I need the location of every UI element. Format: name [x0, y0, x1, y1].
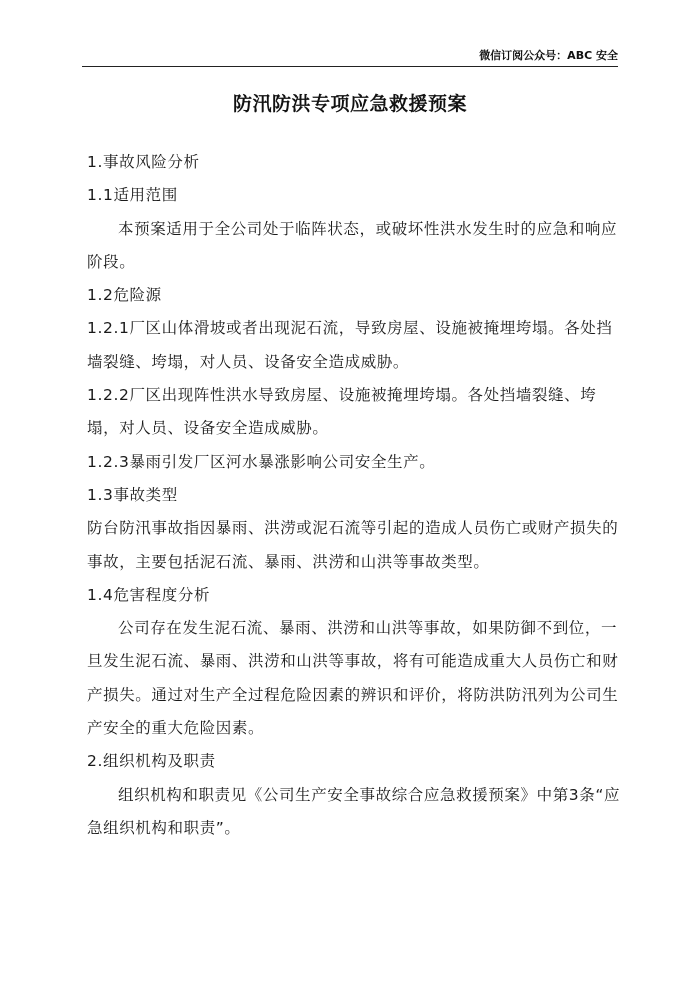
section-1-3-heading: 1.3事故类型: [87, 485, 178, 504]
section-1-2-2-paragraph: 1.2.2厂区出现阵性洪水导致房屋、设施被掩埋垮塌。各处挡墙裂缝、垮塌，对人员、设备安全造成威胁。: [87, 386, 597, 438]
section-2-paragraph: 组织机构和职责见《公司生产安全事故综合应急救援预案》中第3条“应急组织机构和职责”。: [87, 785, 621, 837]
header-divider: [82, 66, 618, 67]
section-1-2-1-paragraph: 1.2.1厂区山体滑坡或者出现泥石流，导致房屋、设施被掩埋垮塌。各处挡墙裂缝、垮塌，对人员、设备安全造成威胁。: [87, 319, 613, 371]
section-1-2-3-paragraph: 1.2.3暴雨引发厂区河水暴涨影响公司安全生产。: [87, 452, 436, 471]
section-1-1-heading: 1.1适用范围: [87, 186, 178, 205]
document-title: 防汛防洪专项应急救援预案: [232, 93, 467, 115]
section-1-4-heading: 1.4危害程度分析: [87, 585, 211, 604]
section-1-2-heading: 1.2危险源: [87, 286, 162, 305]
section-2-heading: 2.组织机构及职责: [87, 752, 216, 771]
document-body: [87, 146, 627, 845]
section-1-heading: 1.事故风险分析: [87, 153, 200, 171]
header-text: 微信订阅公众号：ABC 安全: [479, 49, 618, 62]
section-1-4-paragraph: 公司存在发生泥石流、暴雨、洪涝和山洪等事故，如果防御不到位，一旦发生泥石流、暴雨、洪涝和山洪等事故，将有可能造成重大人员伤亡和财产损失。通过对生产全过程危险因素的辨识和评价，将防洪防汛列为公司生产安全的重大危险因素。: [87, 619, 619, 738]
section-1-3-paragraph: 防台防汛事故指因暴雨、洪涝或泥石流等引起的造成人员伤亡或财产损失的事故，主要包括泥石流、暴雨、洪涝和山洪等事故类型。: [87, 519, 619, 571]
section-1-1-paragraph: 本预案适用于全公司处于临阵状态，或破坏性洪水发生时的应急和响应阶段。: [87, 219, 618, 271]
